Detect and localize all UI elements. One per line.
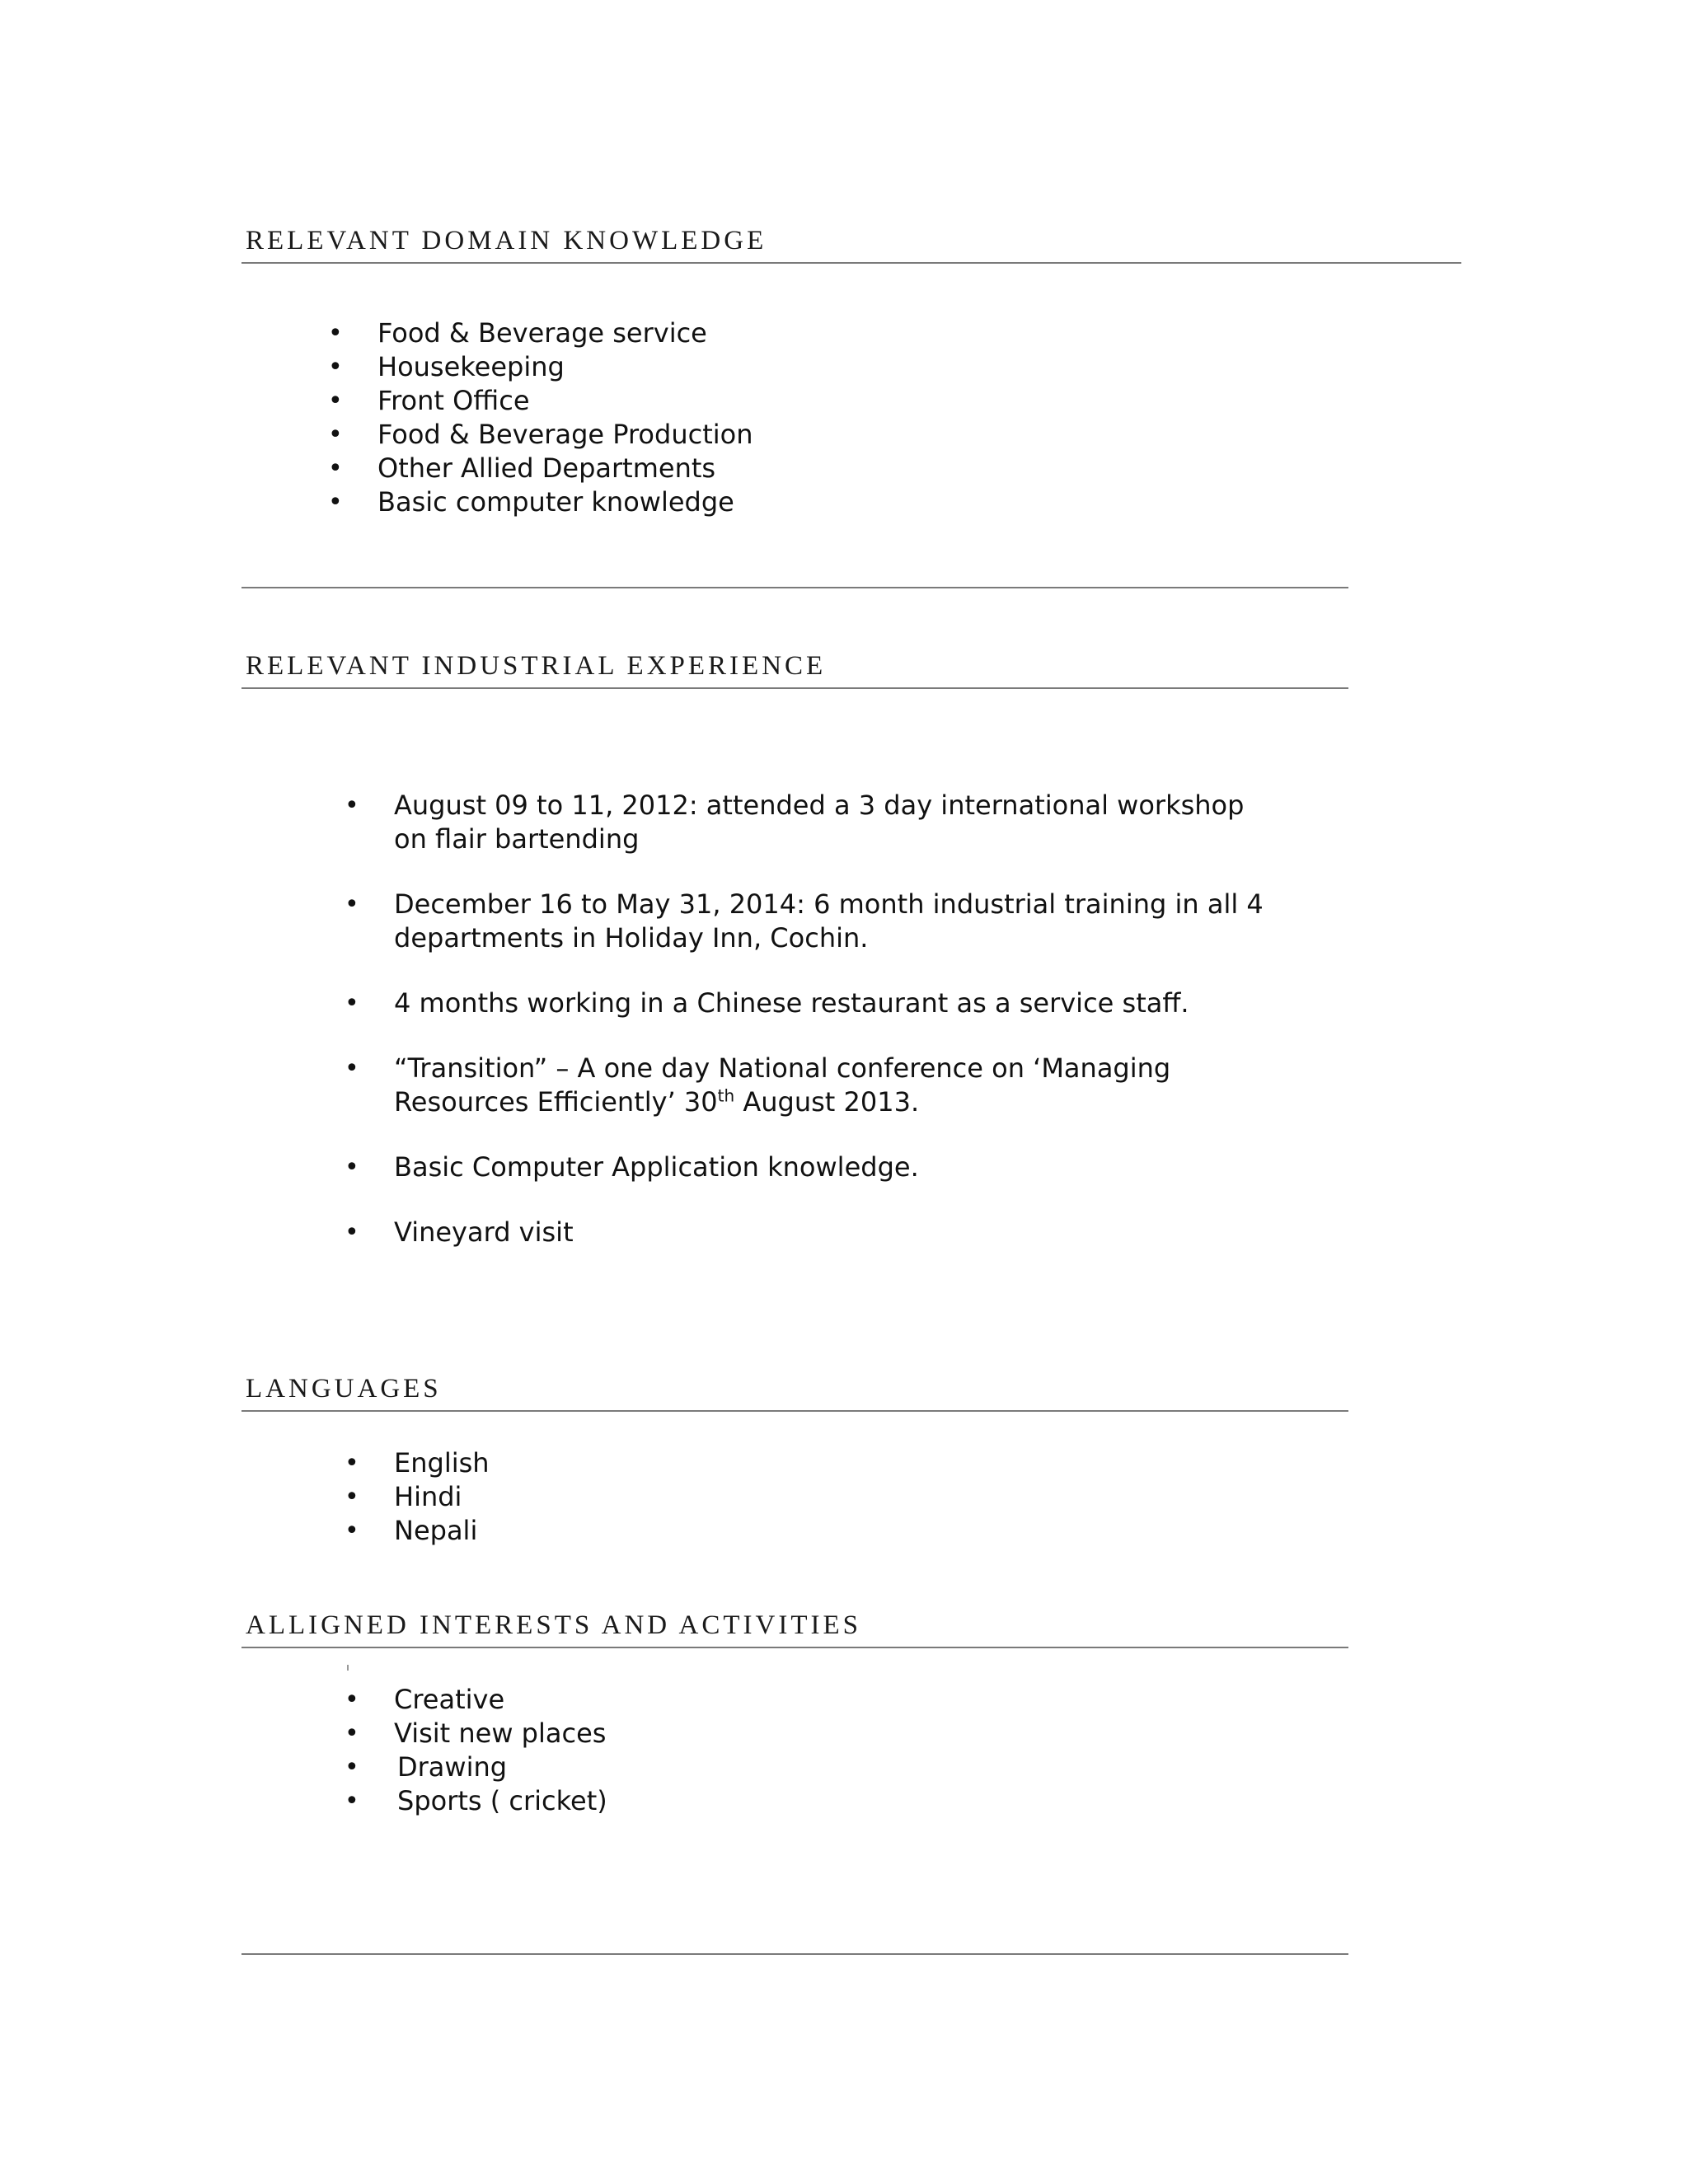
industrial-experience-list bbox=[345, 789, 1284, 1281]
list-item: • Nepali bbox=[345, 1515, 478, 1546]
domain-heading-rule bbox=[241, 262, 1461, 264]
bullet-icon: • bbox=[345, 1719, 359, 1748]
stray-mark bbox=[347, 1665, 349, 1671]
languages-heading: LANGUAGES bbox=[246, 1374, 442, 1404]
bullet-icon: • bbox=[345, 989, 359, 1018]
section-divider-rule bbox=[241, 587, 1348, 588]
bullet-icon: • bbox=[345, 1218, 359, 1247]
list-item: • December 16 to May 31, 2014: 6 month industrial training in all 4 departments in Holiday Inn, Cochin. bbox=[345, 888, 1264, 954]
list-item: • Housekeeping bbox=[328, 351, 565, 382]
bullet-icon: • bbox=[345, 1516, 359, 1545]
bullet-icon: • bbox=[328, 319, 343, 348]
bullet-icon: • bbox=[345, 890, 359, 919]
list-item: • Other Allied Departments bbox=[328, 452, 716, 484]
list-item: • Food & Beverage Production bbox=[328, 419, 753, 450]
list-item: • Vineyard visit bbox=[345, 1216, 574, 1248]
languages-list bbox=[345, 1446, 490, 1548]
bullet-icon: • bbox=[345, 1685, 359, 1714]
bullet-icon: • bbox=[328, 387, 343, 415]
bullet-icon: • bbox=[345, 1054, 359, 1083]
domain-knowledge-list bbox=[328, 316, 753, 519]
bullet-icon: • bbox=[328, 488, 343, 517]
bullet-icon: • bbox=[345, 791, 359, 820]
bullet-icon: • bbox=[345, 1153, 359, 1182]
domain-knowledge-heading: RELEVANT DOMAIN KNOWLEDGE bbox=[246, 226, 767, 255]
list-item: • Front Office bbox=[328, 385, 530, 416]
list-item: • “Transition” – A one day National conference on ‘Managing Resources Efficiently’ 30th August 2013. bbox=[345, 1052, 1171, 1118]
list-item: • Basic Computer Application knowledge. bbox=[345, 1151, 919, 1183]
bullet-icon: • bbox=[328, 454, 343, 483]
bullet-icon: • bbox=[328, 420, 343, 449]
interests-heading-rule bbox=[241, 1647, 1348, 1648]
list-item: • Basic computer knowledge bbox=[328, 486, 734, 518]
list-item: • English bbox=[345, 1447, 490, 1479]
list-item: • Sports ( cricket) bbox=[345, 1785, 607, 1816]
interests-list bbox=[345, 1683, 607, 1818]
languages-heading-rule bbox=[241, 1410, 1348, 1412]
bullet-icon: • bbox=[345, 1753, 359, 1782]
list-item: • Hindi bbox=[345, 1481, 462, 1512]
industrial-experience-heading: RELEVANT INDUSTRIAL EXPERIENCE bbox=[246, 651, 827, 681]
list-item: • August 09 to 11, 2012: attended a 3 day international workshop on flair bartending bbox=[345, 790, 1245, 855]
bullet-icon: • bbox=[328, 353, 343, 382]
bullet-icon: • bbox=[345, 1449, 359, 1478]
interests-heading: ALLIGNED INTERESTS AND ACTIVITIES bbox=[246, 1610, 862, 1640]
list-item: • Drawing bbox=[345, 1751, 508, 1783]
list-item: • Creative bbox=[345, 1684, 505, 1715]
bullet-icon: • bbox=[345, 1483, 359, 1511]
list-item: • Food & Beverage service bbox=[328, 317, 707, 349]
bullet-icon: • bbox=[345, 1787, 359, 1816]
list-item: • Visit new places bbox=[345, 1718, 607, 1749]
experience-heading-rule bbox=[241, 687, 1348, 689]
list-item: • 4 months working in a Chinese restaurant as a service staff. bbox=[345, 987, 1189, 1019]
footer-divider-rule bbox=[241, 1953, 1348, 1955]
